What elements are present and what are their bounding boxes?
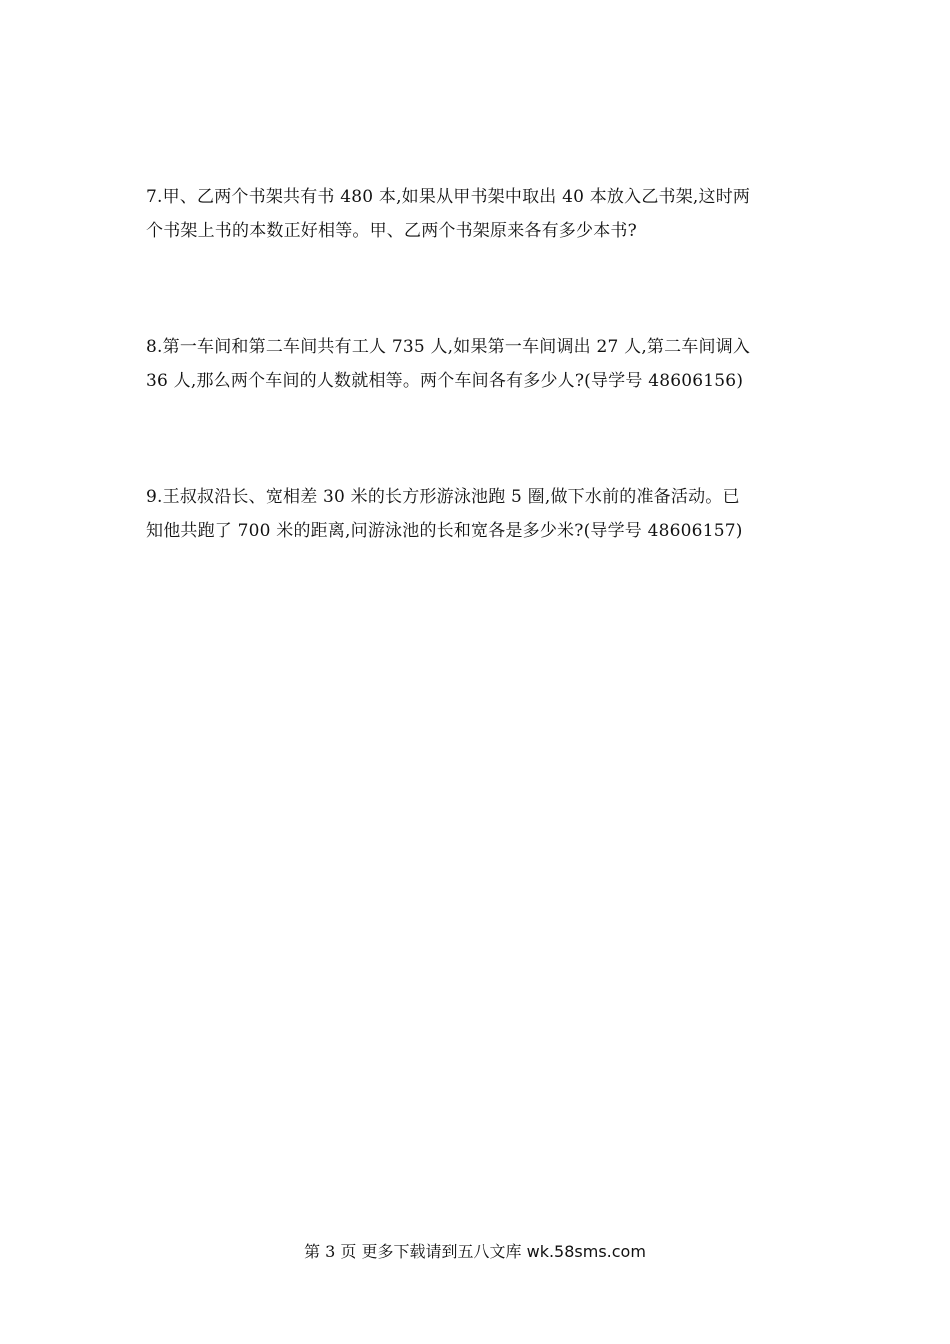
page-footer bbox=[0, 1240, 950, 1264]
problem-7-line-1: 7.甲、乙两个书架共有书 480 本,如果从甲书架中取出 40 本放入乙书架,这时两 bbox=[146, 187, 751, 207]
problem-9 bbox=[146, 480, 806, 548]
footer-page-text: 第 3 页 更多下载请到五八文库 bbox=[304, 1242, 522, 1261]
problem-8-line-2: 36 人,那么两个车间的人数就相等。两个车间各有多少人?(导学号 48606156) bbox=[146, 371, 744, 391]
problem-7 bbox=[146, 180, 806, 248]
problem-9-line-1: 9.王叔叔沿长、宽相差 30 米的长方形游泳池跑 5 圈,做下水前的准备活动。已 bbox=[146, 487, 740, 507]
problem-8 bbox=[146, 330, 806, 398]
footer-site-link[interactable]: wk.58sms.com bbox=[526, 1242, 646, 1261]
problem-8-line-1: 8.第一车间和第二车间共有工人 735 人,如果第一车间调出 27 人,第二车间调入 bbox=[146, 337, 751, 357]
problem-9-line-2: 知他共跑了 700 米的距离,问游泳池的长和宽各是多少米?(导学号 48606157) bbox=[146, 521, 743, 541]
problem-7-line-2: 个书架上书的本数正好相等。甲、乙两个书架原来各有多少本书? bbox=[146, 221, 637, 241]
